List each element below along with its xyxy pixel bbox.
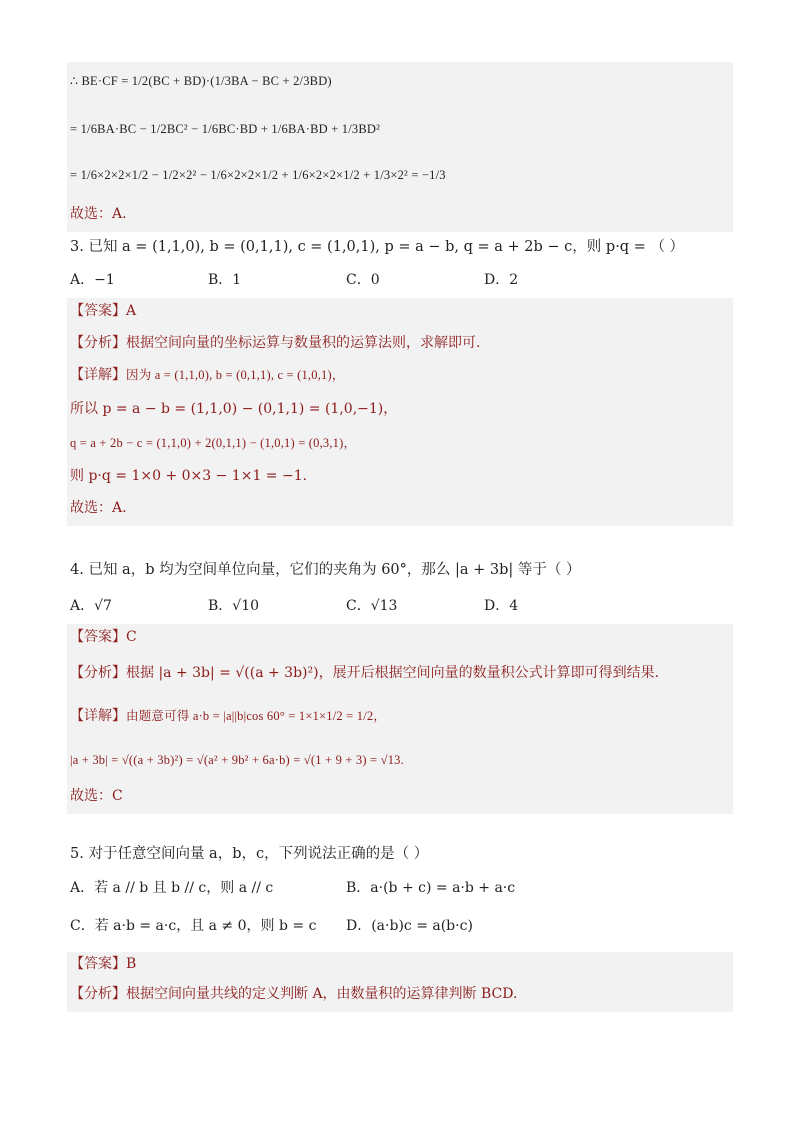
q4-option-b: B．√10 (208, 598, 260, 614)
q2-calc-line-1: ∴ BE·CF = 1/2(BC + BD)·(1/3BA − BC + 2/3BD) (70, 74, 332, 88)
q3-choice: 故选：A. (70, 500, 127, 516)
q2-calc-line-2: = 1/6BA·BC − 1/2BC² − 1/6BC·BD + 1/6BA·BD + 1/3BD² (70, 122, 381, 136)
q3-answer (70, 302, 136, 320)
q5-analysis (70, 985, 517, 1003)
answer-value: C (126, 629, 137, 645)
q5-option-c: C．若 a·b = a·c，且 a ≠ 0，则 b = c (70, 918, 317, 934)
answer-label: 【答案】 (70, 956, 126, 972)
detail-label: 【详解】 (70, 367, 126, 383)
q3-detail-4: 则 p·q = 1×0 + 0×3 − 1×1 = −1. (70, 468, 308, 484)
answer-label: 【答案】 (70, 629, 126, 645)
answer-label: 【答案】 (70, 303, 126, 319)
analysis-text: 根据空间向量的坐标运算与数量积的运算法则，求解即可. (126, 335, 481, 351)
q4-analysis (70, 664, 659, 682)
q4-option-a: A．√7 (70, 598, 112, 614)
q4-detail-1 (70, 707, 386, 725)
q3-option-d: D．2 (484, 272, 519, 288)
q5-stem: 5. 对于任意空间向量 a，b，c，下列说法正确的是（ ） (70, 846, 429, 862)
q5-option-b: B．a·(b + c) = a·b + a·c (346, 880, 516, 896)
detail-label: 【详解】 (70, 708, 126, 724)
q3-option-b: B．1 (208, 272, 242, 288)
q5-option-d: D．(a·b)c = a(b·c) (346, 918, 473, 934)
answer-value: A (126, 303, 137, 319)
q5-option-a: A．若 a // b 且 b // c，则 a // c (70, 880, 274, 896)
q3-option-a: A．−1 (70, 272, 115, 288)
q3-option-c: C．0 (346, 272, 380, 288)
q4-answer (70, 628, 137, 646)
q4-choice: 故选：C (70, 788, 123, 804)
answer-value: B (126, 956, 137, 972)
q3-analysis (70, 334, 480, 352)
q2-calc-line-3: = 1/6×2×2×1/2 − 1/2×2² − 1/6×2×2×1/2 + 1/6×2×2×1/2 + 1/3×2² = −1/3 (70, 168, 446, 182)
q3-detail-1 (70, 366, 345, 384)
analysis-label: 【分析】 (70, 986, 126, 1002)
q4-stem: 4. 已知 a，b 均为空间单位向量，它们的夹角为 60°，那么 |a + 3b| 等于（ ） (70, 562, 581, 578)
q2-choice: 故选：A. (70, 206, 127, 222)
q4-option-d: D．4 (484, 598, 519, 614)
q4-detail-2: |a + 3b| = √((a + 3b)²) = √(a² + 9b² + 6a·b) = √(1 + 9 + 3) = √13. (70, 753, 404, 767)
q5-answer (70, 955, 136, 973)
analysis-text: 根据空间向量共线的定义判断 A，由数量积的运算律判断 BCD. (126, 986, 518, 1002)
q3-detail-3: q = a + 2b − c = (1,1,0) + 2(0,1,1) − (1,0,1) = (0,3,1)， (70, 436, 357, 450)
detail-text: 由题意可得 a·b = |a||b|cos 60° = 1×1×1/2 = 1/2， (126, 709, 387, 723)
analysis-text: 根据 |a + 3b| = √((a + 3b)²)，展开后根据空间向量的数量积公式计算即可得到结果. (126, 665, 660, 681)
solution-block-q5 (67, 952, 733, 1012)
detail-text: 因为 a = (1,1,0), b = (0,1,1), c = (1,0,1)， (126, 368, 345, 382)
analysis-label: 【分析】 (70, 335, 126, 351)
q3-detail-2: 所以 p = a − b = (1,1,0) − (0,1,1) = (1,0,−1)， (70, 401, 398, 417)
q3-stem: 3. 已知 a = (1,1,0), b = (0,1,1), c = (1,0,1), p = a − b, q = a + 2b − c，则 p·q = （ ） (70, 239, 685, 255)
analysis-label: 【分析】 (70, 665, 126, 681)
q4-option-c: C．√13 (346, 598, 398, 614)
